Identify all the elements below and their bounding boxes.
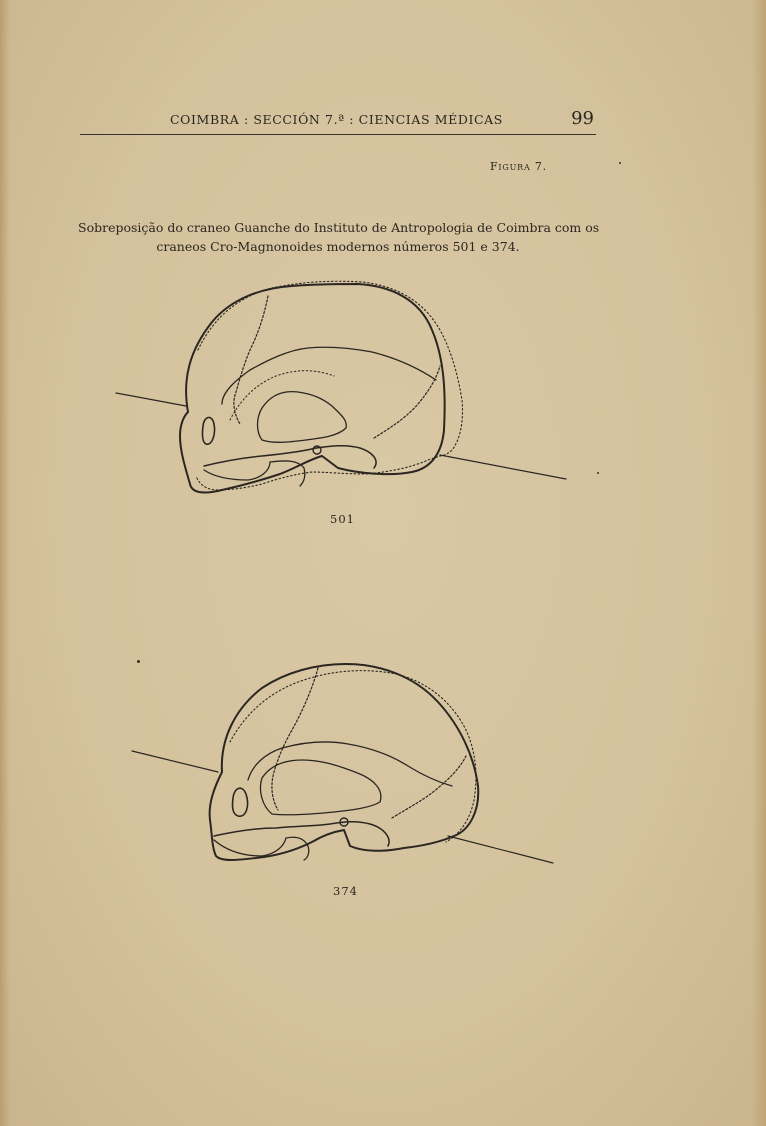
skull-501-squamous-suture (258, 392, 347, 443)
skull-501-reference-line-right (440, 455, 566, 479)
page-number: 99 (571, 108, 594, 129)
paper-speck (137, 660, 140, 663)
skull-374-dotted-outline (230, 671, 476, 842)
specimen-number-501: 501 (330, 512, 355, 526)
skull-374-squamous-suture (260, 760, 380, 815)
specimen-number-374: 374 (333, 884, 358, 898)
figure-label: Figura 7. (490, 160, 547, 173)
skull-374-drawing (132, 664, 553, 863)
caption-line-2: craneos Cro-Magnonoides modernos números 501 e 374. (156, 239, 520, 254)
skull-501-reference-line-left (116, 393, 186, 406)
skull-374-occipital-suture (392, 756, 466, 818)
skull-374-reference-line-left (132, 751, 218, 772)
skull-501-drawing (116, 281, 566, 492)
skull-501-temporal-line (222, 347, 436, 404)
skull-501-solid-outline (180, 284, 445, 492)
skull-374-orbit (233, 788, 248, 816)
caption-line-1: Sobreposição do craneo Guanche do Instituto de Antropologia de Coimbra com os (78, 220, 600, 235)
paper-speck (619, 162, 621, 164)
skull-501-orbit (202, 417, 214, 444)
running-head: COIMBRA : SECCIÓN 7.ª : CIENCIAS MÉDICAS (170, 112, 503, 127)
skull-374-zygomatic (214, 822, 389, 846)
skull-374-coronal-suture (272, 668, 318, 810)
skull-374-reference-line-right (448, 836, 553, 863)
skull-374-solid-outline (210, 664, 479, 860)
skull-501-temporal-dotted (230, 371, 334, 420)
skull-501-zygomatic (204, 446, 376, 468)
paper-speck (597, 472, 599, 474)
